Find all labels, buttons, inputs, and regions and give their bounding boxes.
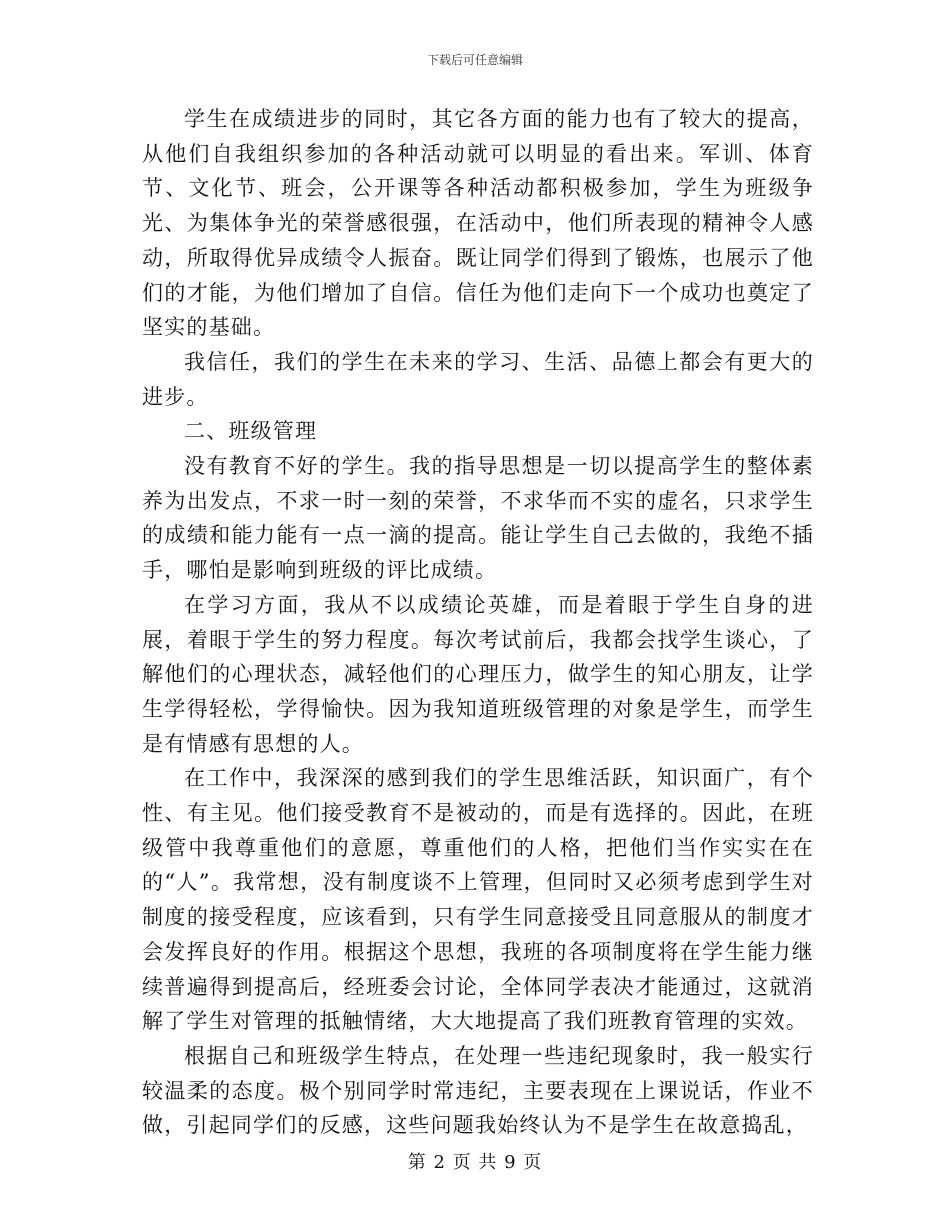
paragraph-trust: 我信任，我们的学生在未来的学习、生活、品德上都会有更大的进步。 — [142, 349, 814, 409]
paragraph-study: 在学习方面，我从不以成绩论英雄，而是着眼于学生自身的进展，着眼于学生的努力程度。每次考试前后，我都会找学生谈心，了解他们的心理状态，减轻他们的心理压力，做学生的知心朋友，让学生学得轻松，学得愉快。因为我知道班级管理的对象是学生，而学生是有情感有思想的人。 — [142, 592, 814, 756]
paragraph-work: 在工作中，我深深的感到我们的学生思维活跃，知识面广，有个性、有主见。他们接受教育不是被动的，而是有选择的。因此，在班级管中我尊重他们的意愿，尊重他们的人格，把他们当作实实在在的“人”。我常想，没有制度谈不上管理，但同时又必须考虑到学生对制度的接受程度，应该看到，只有学生同意接受且同意服从的制度才会发挥良好的作用。根据这个思想，我班的各项制度将在学生能力继续普遍得到提高后，经班委会讨论，全体同学表决才能通过，这就消解了学生对管理的抵触情绪，大大地提高了我们班教育管理的实效。 — [142, 766, 814, 1034]
paragraph-discipline: 根据自己和班级学生特点，在处理一些违纪现象时，我一般实行较温柔的态度。极个别同学时常违纪，主要表现在上课说话，作业不做，引起同学们的反感，这些问题我始终认为不是学生在故意捣乱， — [142, 1043, 814, 1138]
section-heading-class-management: 二、班级管理 — [184, 419, 318, 444]
paragraph-activities: 学生在成绩进步的同时，其它各方面的能力也有了较大的提高，从他们自我组织参加的各种活动就可以明显的看出来。军训、体育节、文化节、班会，公开课等各种活动都积极参加，学生为班级争光、为集体争光的荣誉感很强，在活动中，他们所表现的精神令人感动，所取得优异成绩令人振奋。既让同学们得到了锻炼，也展示了他们的才能，为他们增加了自信。信任为他们走向下一个成功也奠定了坚实的基础。 — [142, 107, 814, 340]
page-footer: 第 2 页 共 9 页 — [407, 1152, 543, 1173]
page-header: 下载后可任意编辑 — [426, 53, 523, 67]
paragraph-guiding-idea: 没有教育不好的学生。我的指导思想是一切以提高学生的整体素养为出发点，不求一时一刻的荣誉，不求华而不实的虚名，只求学生的成绩和能力能有一点一滴的提高。能让学生自己去做的，我绝不插手，哪怕是影响到班级的评比成绩。 — [142, 454, 814, 583]
body-text — [142, 102, 814, 1143]
